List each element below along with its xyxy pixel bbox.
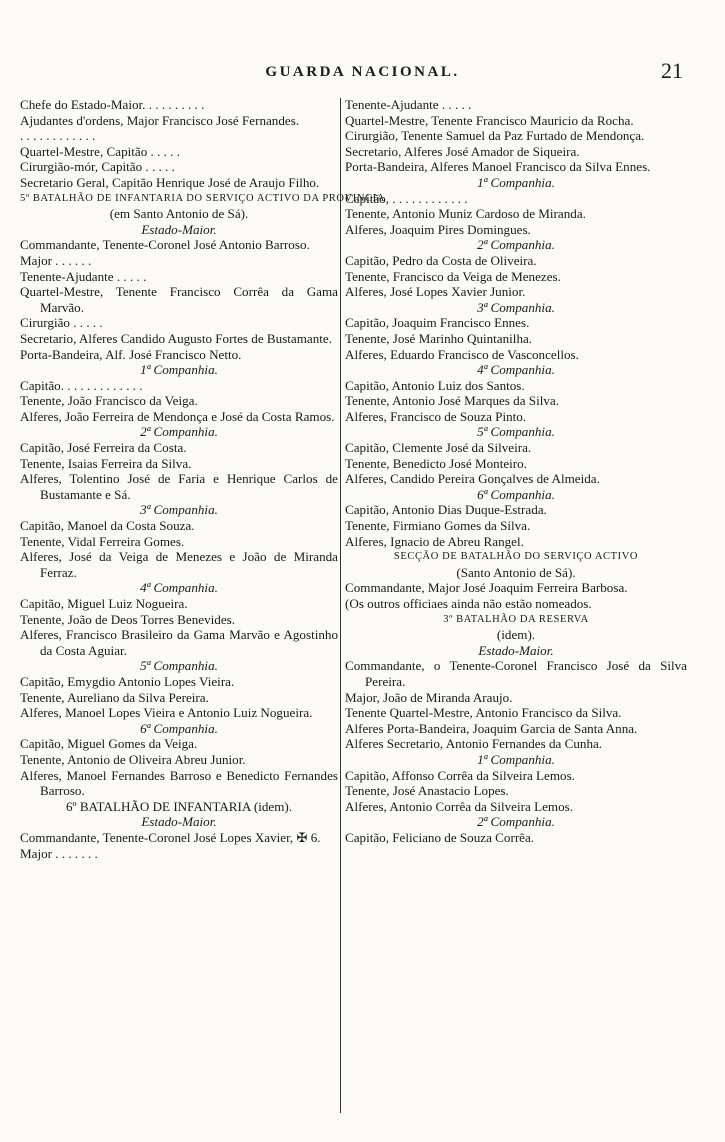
right-entry: Estado-Maior. xyxy=(478,642,554,658)
page-number: 21 xyxy=(661,58,683,83)
left-entry: Tenente, Isaias Ferreira da Silva. xyxy=(20,455,192,471)
left-entry: Capitão, Miguel Gomes da Veiga. xyxy=(20,736,198,752)
left-entry: Secretario, Alferes Candido Augusto Fortes de Bustamante. xyxy=(20,330,333,346)
right-entry: Commandante, Major José Joaquim Ferreira Barbosa. xyxy=(345,580,628,596)
right-entry: Alferes, Francisco de Souza Pinto. xyxy=(345,408,527,424)
right-entry: Quartel-Mestre, Tenente Francisco Mauricio da Rocha. xyxy=(345,112,634,128)
right-entry: Alferes, Candido Pereira Gonçalves de Almeida. xyxy=(345,471,600,487)
left-entry: Alferes, José da Veiga de Menezes e João de Miranda Ferraz. xyxy=(20,549,338,580)
right-entry: Capitão, Antonio Luiz dos Santos. xyxy=(345,377,525,393)
right-entry: Tenente, Antonio Muniz Cardoso de Miranda. xyxy=(345,206,586,222)
right-column xyxy=(345,97,687,846)
left-entry: Commandante, Tenente-Coronel José Lopes Xavier, ✠ 6. xyxy=(20,829,321,845)
right-entry: Alferes, Eduardo Francisco de Vasconcellos. xyxy=(345,346,579,362)
left-entry: Cirurgião . . . . . xyxy=(20,315,103,331)
right-entry: Tenente, José Anastacio Lopes. xyxy=(345,783,509,799)
left-entry: 6º BATALHÃO DE INFANTARIA (idem). xyxy=(65,798,293,814)
right-entry: Capitão, Feliciano de Souza Corrêa. xyxy=(345,829,535,845)
right-entry: 1ª Companhia. xyxy=(477,174,555,190)
right-entry: Tenente, José Marinho Quintanilha. xyxy=(345,330,533,346)
right-entry: 3º BATALHÃO DA RESERVA xyxy=(443,613,589,625)
left-entry: . . . . . . . . . . . . xyxy=(20,128,96,144)
right-entry: Alferes, Ignacio de Abreu Rangel. xyxy=(345,533,524,549)
right-entry: 1ª Companhia. xyxy=(477,751,555,767)
left-entry: Secretario Geral, Capitão Henrique José de Araujo Filho. xyxy=(20,174,320,190)
left-entry: Quartel-Mestre, Capitão . . . . . xyxy=(20,143,180,159)
left-entry: Alferes, Francisco Brasileiro da Gama Marvão e Agostinho da Costa Aguiar. xyxy=(20,627,338,658)
page-header xyxy=(0,58,725,90)
right-entry: Cirurgião, Tenente Samuel da Paz Furtado de Mendonça. xyxy=(345,128,645,144)
left-entry: Quartel-Mestre, Tenente Francisco Corrêa da Gama Marvão. xyxy=(20,284,338,315)
right-entry: 6ª Companhia. xyxy=(477,486,555,502)
left-entry: Estado-Maior. xyxy=(141,221,217,237)
right-entry: (idem). xyxy=(496,627,536,643)
right-entry: SECÇÃO DE BATALHÃO DO SERVIÇO ACTIVO xyxy=(393,551,639,563)
left-entry: Cirurgião-mór, Capitão . . . . . xyxy=(20,159,175,175)
right-entry: Capitão, Joaquim Francisco Ennes. xyxy=(345,315,530,331)
left-entry: Estado-Maior. xyxy=(141,814,217,830)
right-entry: Capitão, Pedro da Costa de Oliveira. xyxy=(345,252,537,268)
left-entry: Alferes, Tolentino José de Faria e Henrique Carlos de Bustamante e Sá. xyxy=(20,471,338,502)
right-entry: Porta-Bandeira, Alferes Manoel Francisco da Silva Ennes. xyxy=(345,159,651,175)
right-entry: 4ª Companhia. xyxy=(477,362,555,378)
left-entry: Major . . . . . . xyxy=(20,252,92,268)
right-entry: Alferes, Joaquim Pires Domingues. xyxy=(345,221,531,237)
left-entry: 4ª Companhia. xyxy=(140,580,218,596)
right-entry: Major, João de Miranda Araujo. xyxy=(345,689,513,705)
left-entry: Alferes, Manoel Fernandes Barroso e Benedicto Fernandes Barroso. xyxy=(20,767,338,799)
left-entry: Tenente, João Francisco da Veiga. xyxy=(20,393,198,409)
right-entry: Tenente, Antonio José Marques da Silva. xyxy=(345,393,560,409)
left-entry: Capitão, Miguel Luiz Nogueira. xyxy=(20,596,188,611)
right-entry: Commandante, o Tenente-Coronel Francisco José da Silva Pereira. xyxy=(345,658,687,689)
right-entry: Capitão, Clemente José da Silveira. xyxy=(345,440,532,456)
left-entry: Capitão. . . . . . . . . . . . . xyxy=(20,377,143,393)
left-entry: Capitão, Emygdio Antonio Lopes Vieira. xyxy=(20,673,235,689)
left-entry: Alferes, Manoel Lopes Vieira e Antonio Luiz Nogueira. xyxy=(20,705,313,721)
right-entry: Capitão, Antonio Dias Duque-Estrada. xyxy=(345,502,547,518)
page-title: GUARDA NACIONAL. xyxy=(265,64,460,80)
left-entry: Tenente, João de Deos Torres Benevides. xyxy=(20,611,235,627)
right-entry: Secretario, Alferes José Amador de Siqueira. xyxy=(345,143,580,159)
right-entry: 3ª Companhia. xyxy=(477,299,555,315)
right-entry: (Santo Antonio de Sá). xyxy=(456,564,576,580)
left-entry: Chefe do Estado-Maior. . . . . . . . . . xyxy=(20,97,205,112)
right-entry: 2ª Companhia. xyxy=(477,237,555,253)
right-entry: 2ª Companhia. xyxy=(477,814,555,830)
left-entry: 6ª Companhia. xyxy=(140,720,218,736)
right-entry: Capitão, Affonso Corrêa da Silveira Lemos. xyxy=(345,767,575,783)
right-entry: Tenente-Ajudante . . . . . xyxy=(345,97,472,112)
left-entry: Tenente-Ajudante . . . . . xyxy=(20,268,147,284)
left-entry: 2ª Companhia. xyxy=(140,424,218,440)
right-entry: Alferes, Antonio Corrêa da Silveira Lemos. xyxy=(345,798,573,814)
left-entry: 3ª Companhia. xyxy=(140,502,218,518)
left-entry: Tenente, Antonio de Oliveira Abreu Junior. xyxy=(20,751,246,767)
right-entry: Alferes, José Lopes Xavier Junior. xyxy=(345,284,526,300)
left-entry: 5º BATALHÃO DE INFANTARIA DO SERVIÇO ACTIVO DA PROVINCIA xyxy=(20,192,385,204)
left-entry: Tenente, Aureliano da Silva Pereira. xyxy=(20,689,209,705)
left-entry: Tenente, Vidal Ferreira Gomes. xyxy=(20,533,185,549)
right-entry: Tenente, Benedicto José Monteiro. xyxy=(345,455,527,471)
left-entry: Ajudantes d'ordens, Major Francisco José Fernandes. xyxy=(20,112,300,128)
right-entry: 5ª Companhia. xyxy=(477,424,555,440)
right-entry: Tenente, Firmiano Gomes da Silva. xyxy=(345,518,531,534)
right-entry: Tenente, Francisco da Veiga de Menezes. xyxy=(345,268,561,284)
right-entry: Capitão, . . . . . . . . . . . . xyxy=(345,190,468,206)
left-entry: 1ª Companhia. xyxy=(140,362,218,378)
right-entry: Tenente Quartel-Mestre, Antonio Francisco da Silva. xyxy=(345,705,622,721)
left-entry: Major . . . . . . . xyxy=(20,845,98,861)
left-entry: Capitão, Manoel da Costa Souza. xyxy=(20,518,195,534)
right-entry: Alferes Secretario, Antonio Fernandes da Cunha. xyxy=(345,736,603,752)
left-entry: Capitão, José Ferreira da Costa. xyxy=(20,440,187,456)
left-entry: (em Santo Antonio de Sá). xyxy=(109,206,249,222)
left-entry: 5ª Companhia. xyxy=(140,658,218,674)
column-divider xyxy=(340,98,341,1113)
right-entry: (Os outros officiaes ainda não estão nomeados. xyxy=(345,596,592,611)
left-column xyxy=(20,97,385,861)
left-entry: Alferes, João Ferreira de Mendonça e José da Costa Ramos. xyxy=(20,408,335,424)
right-entry: Alferes Porta-Bandeira, Joaquim Garcia de Santa Anna. xyxy=(345,720,638,736)
left-entry: Commandante, Tenente-Coronel José Antonio Barroso. xyxy=(20,237,310,253)
left-entry: Porta-Bandeira, Alf. José Francisco Netto. xyxy=(20,346,242,362)
